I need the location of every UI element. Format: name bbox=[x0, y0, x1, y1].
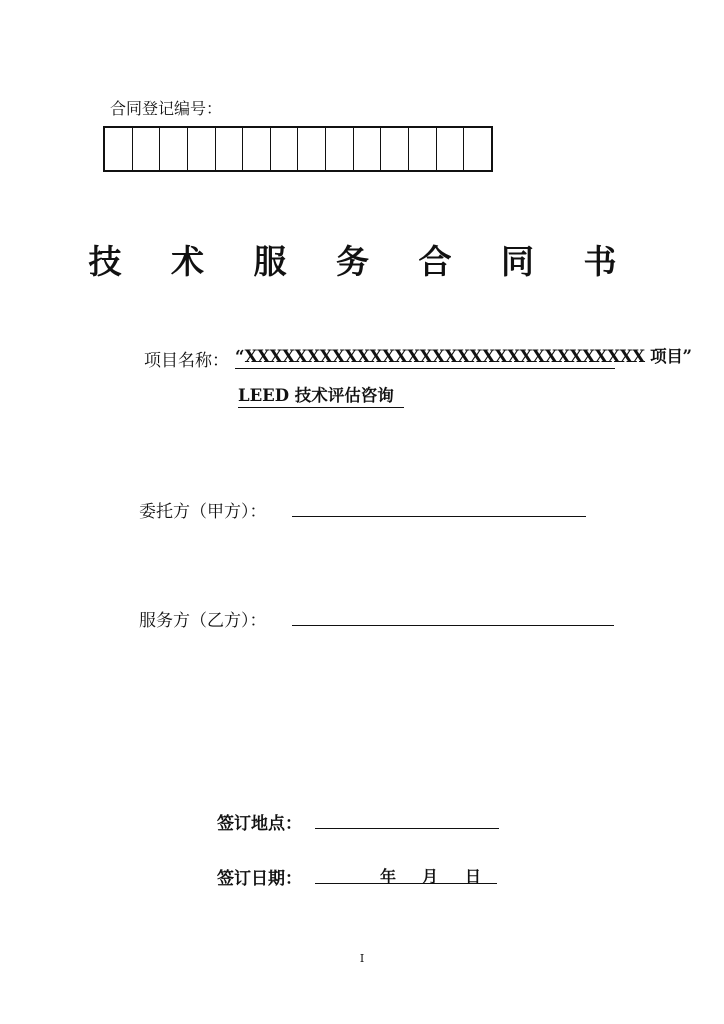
registration-digit-cell[interactable] bbox=[464, 128, 491, 170]
document-title: 技 术 服 务 合 同 书 bbox=[88, 242, 636, 281]
registration-digit-cell[interactable] bbox=[409, 128, 437, 170]
registration-digit-cell[interactable] bbox=[243, 128, 271, 170]
signing-date-label: 签订日期： bbox=[217, 869, 302, 889]
page-number: I bbox=[359, 952, 365, 965]
project-name-line1: “XXXXXXXXXXXXXXXXXXXXXXXXXXXXXXXX 项目” bbox=[235, 346, 615, 369]
client-field[interactable] bbox=[292, 496, 586, 517]
signing-place-field[interactable] bbox=[315, 806, 499, 829]
registration-digit-cell[interactable] bbox=[216, 128, 244, 170]
registration-digit-cell[interactable] bbox=[326, 128, 354, 170]
project-name-line2: LEED 技术评估咨询 bbox=[238, 385, 404, 408]
registration-number-grid bbox=[103, 126, 493, 172]
date-day-label: 日 bbox=[465, 867, 482, 886]
provider-field[interactable] bbox=[292, 605, 614, 626]
provider-label: 服务方（乙方）： bbox=[139, 611, 267, 631]
registration-digit-cell[interactable] bbox=[188, 128, 216, 170]
date-month-label: 月 bbox=[422, 867, 439, 886]
registration-digit-cell[interactable] bbox=[271, 128, 299, 170]
client-label: 委托方（甲方）： bbox=[139, 502, 267, 522]
registration-digit-cell[interactable] bbox=[160, 128, 188, 170]
registration-number-label: 合同登记编号： bbox=[110, 99, 223, 118]
registration-digit-cell[interactable] bbox=[354, 128, 382, 170]
registration-digit-cell[interactable] bbox=[105, 128, 133, 170]
registration-digit-cell[interactable] bbox=[298, 128, 326, 170]
registration-digit-cell[interactable] bbox=[133, 128, 161, 170]
date-year-label: 年 bbox=[380, 867, 397, 886]
registration-digit-cell[interactable] bbox=[381, 128, 409, 170]
registration-digit-cell[interactable] bbox=[437, 128, 465, 170]
project-name-label: 项目名称： bbox=[144, 351, 229, 371]
signing-place-label: 签订地点： bbox=[217, 814, 302, 834]
